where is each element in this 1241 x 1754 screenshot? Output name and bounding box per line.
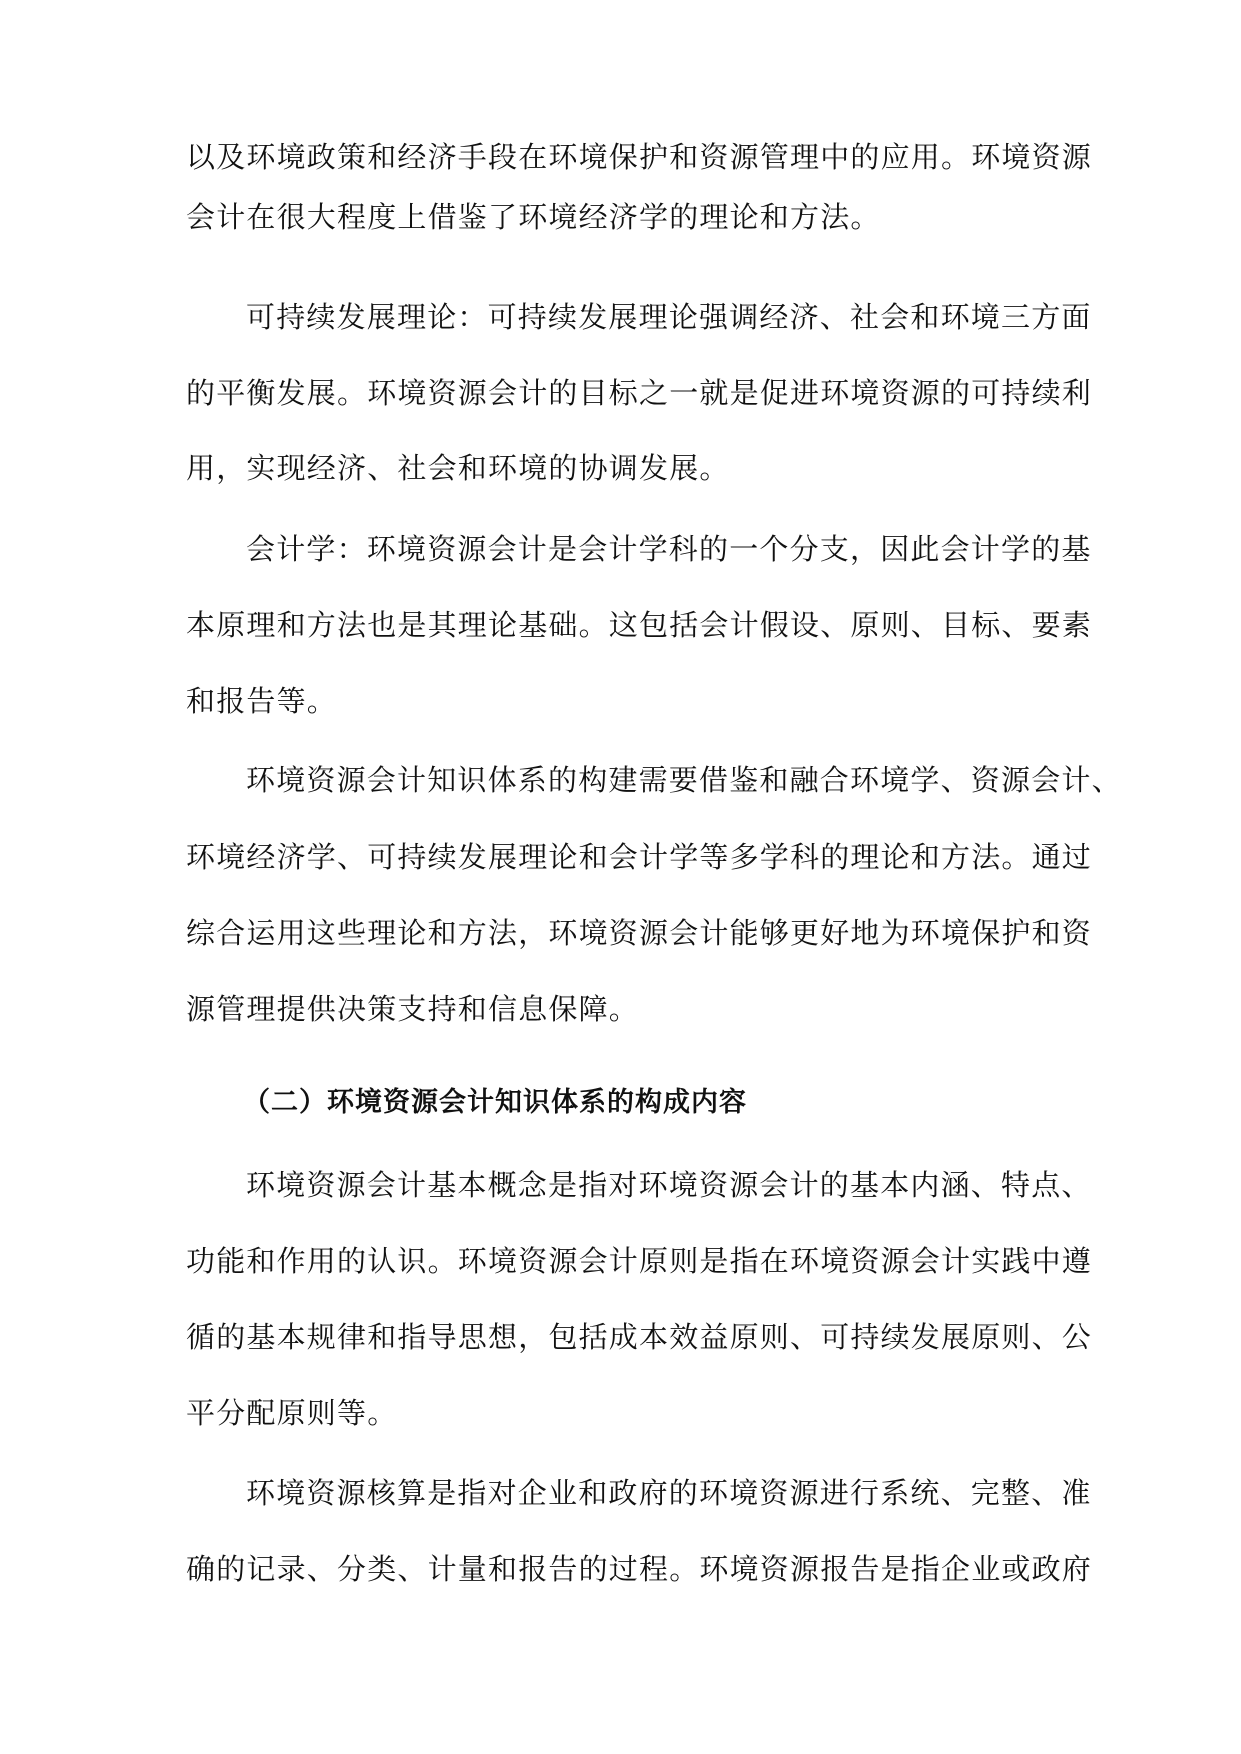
section-heading: （二）环境资源会计知识体系的构成内容 — [243, 1087, 747, 1118]
body-text-line: 环境经济学、可持续发展理论和会计学等多学科的理论和方法。通过 — [186, 840, 1093, 874]
body-text-line: 源管理提供决策支持和信息保障。 — [186, 992, 640, 1026]
body-text-line: 环境资源会计基本概念是指对环境资源会计的基本内涵、特点、 — [246, 1168, 1092, 1202]
body-text-line: 和报告等。 — [186, 684, 338, 718]
body-text-line: 的平衡发展。环境资源会计的目标之一就是促进环境资源的可持续利 — [186, 376, 1093, 410]
body-text-line: 用，实现经济、社会和环境的协调发展。 — [186, 451, 730, 485]
body-text-line: 功能和作用的认识。环境资源会计原则是指在环境资源会计实践中遵 — [186, 1244, 1093, 1278]
body-text-line: 本原理和方法也是其理论基础。这包括会计假设、原则、目标、要素 — [186, 608, 1093, 642]
body-text-line: 可持续发展理论：可持续发展理论强调经济、社会和环境三方面 — [246, 300, 1092, 334]
body-text-line: 会计在很大程度上借鉴了环境经济学的理论和方法。 — [186, 200, 881, 234]
body-text-line: 循的基本规律和指导思想，包括成本效益原则、可持续发展原则、公 — [186, 1320, 1093, 1354]
body-text-line: 环境资源会计知识体系的构建需要借鉴和融合环境学、资源会计、 — [246, 763, 1122, 797]
body-text-line: 会计学：环境资源会计是会计学科的一个分支，因此会计学的基 — [246, 532, 1092, 566]
body-text-line: 综合运用这些理论和方法，环境资源会计能够更好地为环境保护和资 — [186, 916, 1093, 950]
body-text-line: 确的记录、分类、计量和报告的过程。环境资源报告是指企业或政府 — [186, 1552, 1093, 1586]
body-text-line: 环境资源核算是指对企业和政府的环境资源进行系统、完整、准 — [246, 1476, 1092, 1510]
body-text-line: 平分配原则等。 — [186, 1396, 398, 1430]
body-text-line: 以及环境政策和经济手段在环境保护和资源管理中的应用。环境资源 — [186, 140, 1093, 174]
